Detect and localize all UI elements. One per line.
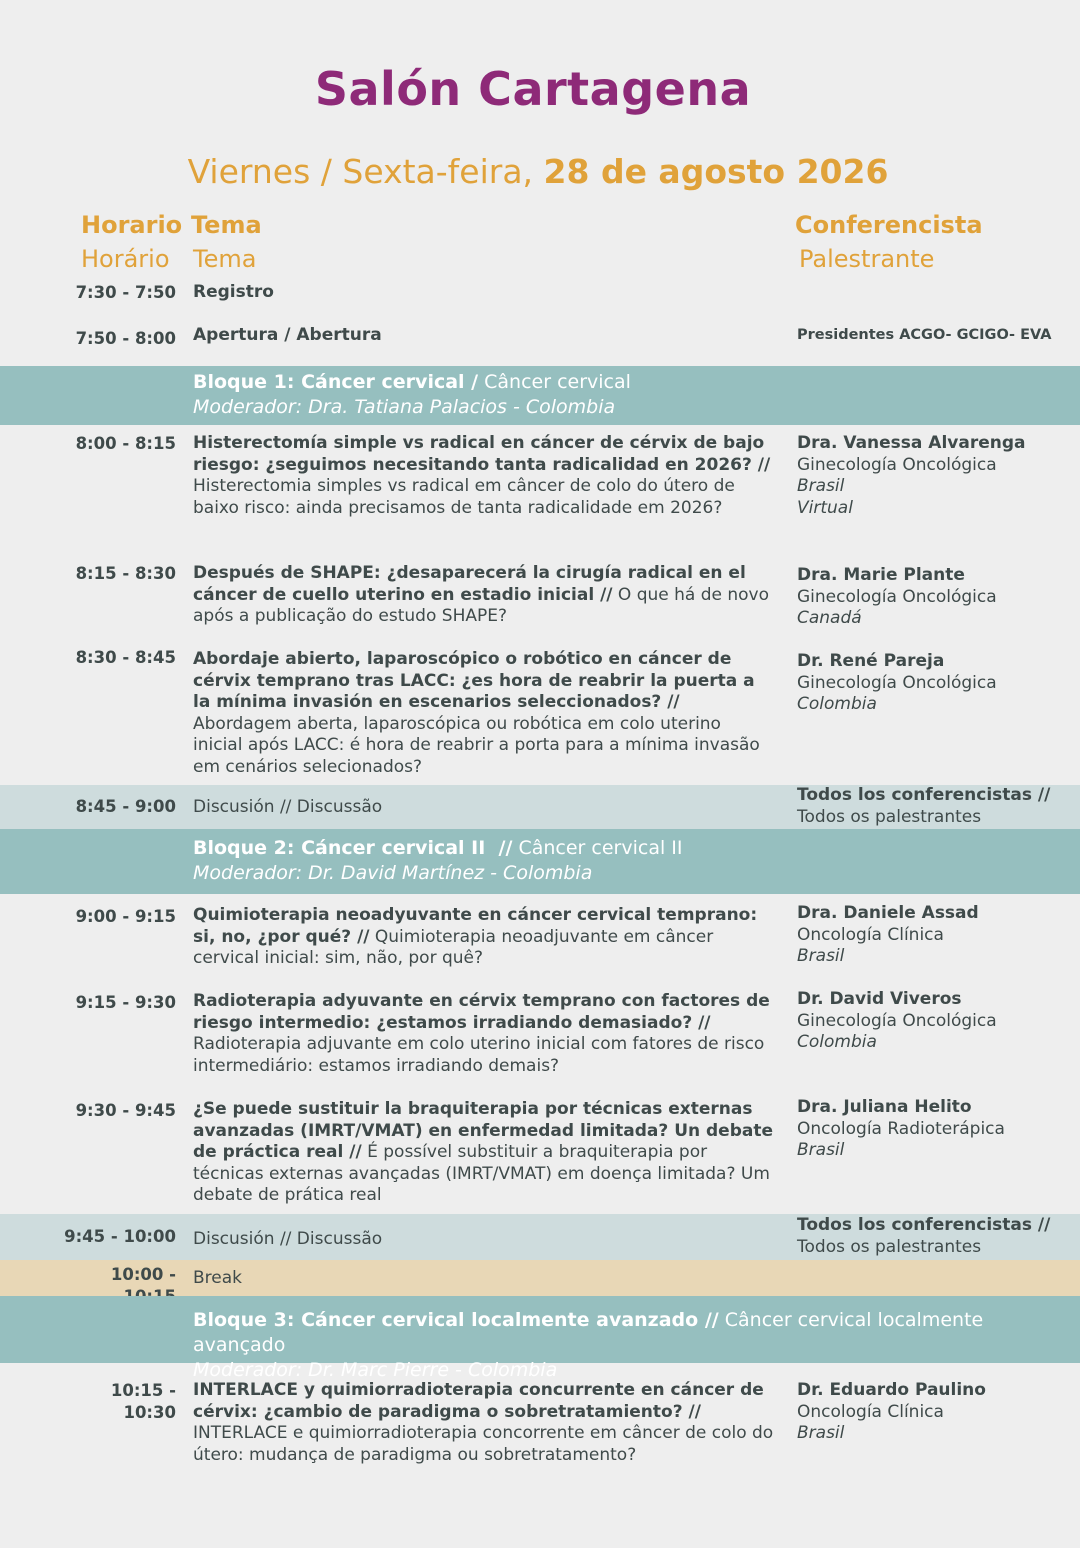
time-registro: 7:30 - 7:50 [75,283,176,302]
speaker-name: Todos los conferencistas // [797,785,1051,805]
date-prefix: Viernes / Sexta-feira, [187,152,544,191]
speaker-talk-7 [797,1380,1062,1445]
time-break: 10:00 - [110,1265,176,1284]
speaker-name: Dra. Daniele Assad [797,903,979,923]
topic-talk-5 [193,991,775,1077]
topic-talk-1-pt: Histerectomia simples vs radical em câncer de colo do útero de baixo risco: ainda precisamos de tanta radicalidade em 2026? [193,476,735,518]
speaker-specialty: Ginecología Oncológica [797,454,997,475]
time-talk-5: 9:15 - 9:30 [75,993,176,1012]
speaker-talk-1 [797,433,1062,519]
block-1-title-es: Bloque 1: Cáncer cervical / [193,371,479,393]
block-2-title [193,836,1073,886]
header-tema: Tema [191,211,262,239]
time-discussion-2: 9:45 - 10:00 [64,1227,176,1246]
speaker-name: Todos los conferencistas // [797,1215,1051,1235]
block-2-title-es: Bloque 2: Cáncer cervical II // [193,837,513,859]
topic-talk-2-es: Después de SHAPE: ¿desaparecerá la cirugía radical en el cáncer de cuello uterino en estadio inicial // [193,563,746,605]
speaker-name: Dr. René Pareja [797,651,945,671]
speaker-talk-2 [797,565,1062,630]
speaker-country: Brasil [797,1140,845,1160]
event-date [0,152,1076,191]
time-talk-4: 9:00 - 9:15 [75,907,176,926]
speaker-discussion-1 [797,785,1062,828]
topic-talk-4-es: Quimioterapia neoadyuvante en cáncer cervical temprano: si, no, ¿por qué? // [193,905,758,947]
speaker-name: Dra. Juliana Helito [797,1097,972,1117]
speaker-country: Brasil [797,476,845,496]
topic-discussion-1: Discusión // Discussão [193,797,383,817]
header-palestrante: Palestrante [799,245,935,273]
speaker-specialty: Ginecología Oncológica [797,586,997,607]
block-1-moderator: Moderador: Dra. Tatiana Palacios - Colombia [193,396,616,418]
speaker-discussion-2 [797,1215,1062,1258]
header-horario-pt: Horário [81,245,170,273]
topic-discussion-2: Discusión // Discussão [193,1229,383,1249]
time-talk-3: 8:30 - 8:45 [75,648,176,667]
time-talk-7: 10:15 - 10:30 [110,1381,176,1422]
topic-talk-2-pt: O que há de novo após a publicação do estudo SHAPE? [193,584,770,626]
header-horario: Horario [81,211,183,239]
speaker-specialty: Oncología Clínica [797,1401,944,1422]
topic-talk-2 [193,563,775,628]
page-title: Salón Cartagena [314,62,752,116]
date-bold: 28 de agosto 2026 [543,152,889,191]
speaker-specialty: Oncología Clínica [797,924,944,945]
topic-talk-5-es: Radioterapia adyuvante en cérvix temprano con factores de riesgo intermedio: ¿estamos irradiando demasiado? // [193,991,770,1033]
speaker-mode: Virtual [797,497,853,518]
topic-talk-7-pt: INTERLACE e quimiorradioterapia concorrente em câncer de colo do útero: mudança de paradigma ou sobretratamento? [193,1423,774,1465]
block-1-title [193,370,1073,420]
topic-talk-3-pt: Abordagem aberta, laparoscópica ou robótica em colo uterino inicial após LACC: é hora de reabrir a porta para a mínima invasão em cenários selecionados? [193,713,760,777]
block-3-title-pt: Câncer cervical localmente avançado [193,1309,984,1356]
speaker-specialty: Ginecología Oncológica [797,672,997,693]
block-2-moderator: Moderador: Dr. David Martínez - Colombia [193,862,593,884]
block-2-title-pt: Câncer cervical II [512,837,683,859]
speaker-specialty: Ginecología Oncológica [797,1010,997,1031]
time-apertura: 7:50 - 8:00 [75,329,176,348]
topic-talk-7 [193,1380,775,1466]
topic-talk-3-es: Abordaje abierto, laparoscópico o robótico en cáncer de cérvix temprano tras LACC: ¿es hora de reabrir la puerta a la mínima invasión en escenarios seleccionados? // [193,649,755,712]
speaker-sub: Todos os palestrantes [797,1236,982,1257]
topic-apertura: Apertura / Abertura [193,325,382,345]
topic-talk-4-pt: Quimioterapia neoadjuvante em câncer cervical inicial: sim, não, por quê? [193,926,714,968]
topic-talk-5-pt: Radioterapia adjuvante em colo uterino inicial com fatores de risco intermediário: estamos irradiando demais? [193,1034,765,1076]
speaker-talk-4 [797,903,1062,968]
speaker-apertura: Presidentes ACGO- GCIGO- EVA [797,327,1052,343]
header-tema-pt: Tema [193,245,257,273]
speaker-specialty: Oncología Radioterápica [797,1118,1005,1139]
speaker-country: Brasil [797,1423,845,1443]
header-conferencista: Conferencista [795,211,983,239]
topic-talk-7-es: INTERLACE y quimiorradioterapia concurrente en cáncer de cérvix: ¿cambio de paradigma o sobretratamiento? // [193,1380,764,1422]
speaker-name: Dr. Eduardo Paulino [797,1380,986,1400]
topic-registro: Registro [193,282,274,302]
speaker-talk-5 [797,989,1062,1054]
time-talk-2: 8:15 - 8:30 [75,564,176,583]
speaker-sub: Todos os palestrantes [797,806,982,827]
speaker-country: Colombia [797,1032,877,1052]
time-talk-1: 8:00 - 8:15 [75,434,176,453]
speaker-country: Brasil [797,946,845,966]
block-3-title [193,1308,1073,1383]
speaker-country: Canadá [797,608,862,628]
topic-break: Break [193,1268,242,1288]
block-3-title-es: Bloque 3: Cáncer cervical localmente avanzado // [193,1309,719,1331]
topic-talk-3 [193,649,775,778]
speaker-name: Dra. Marie Plante [797,565,965,585]
speaker-country: Colombia [797,694,877,714]
speaker-name: Dra. Vanessa Alvarenga [797,433,1026,453]
speaker-talk-6 [797,1097,1062,1162]
topic-talk-6-es: ¿Se puede sustituir la braquiterapia por técnicas externas avanzadas (IMRT/VMAT) en enfermedad limitada? Un debate de práctica real // [193,1099,774,1162]
topic-talk-6 [193,1099,775,1207]
block-3-moderator: Moderador: Dr. Marc Pierre - Colombia [193,1359,558,1381]
time-talk-6: 9:30 - 9:45 [75,1101,176,1120]
speaker-name: Dr. David Viveros [797,989,962,1009]
time-discussion-1: 8:45 - 9:00 [75,797,176,816]
speaker-talk-3 [797,651,1062,716]
block-1-title-pt: Câncer cervical [478,371,631,393]
topic-talk-4 [193,905,775,970]
topic-talk-1 [193,433,775,519]
topic-talk-6-pt: É possível substituir a braquiterapia por técnicas externas avançadas (IMRT/VMAT) em doença limitada? Um debate de prática real [193,1142,770,1205]
topic-talk-1-es: Histerectomía simple vs radical en cáncer de cérvix de bajo riesgo: ¿seguimos necesitando tanta radicalidad en 2026? // [193,433,771,475]
